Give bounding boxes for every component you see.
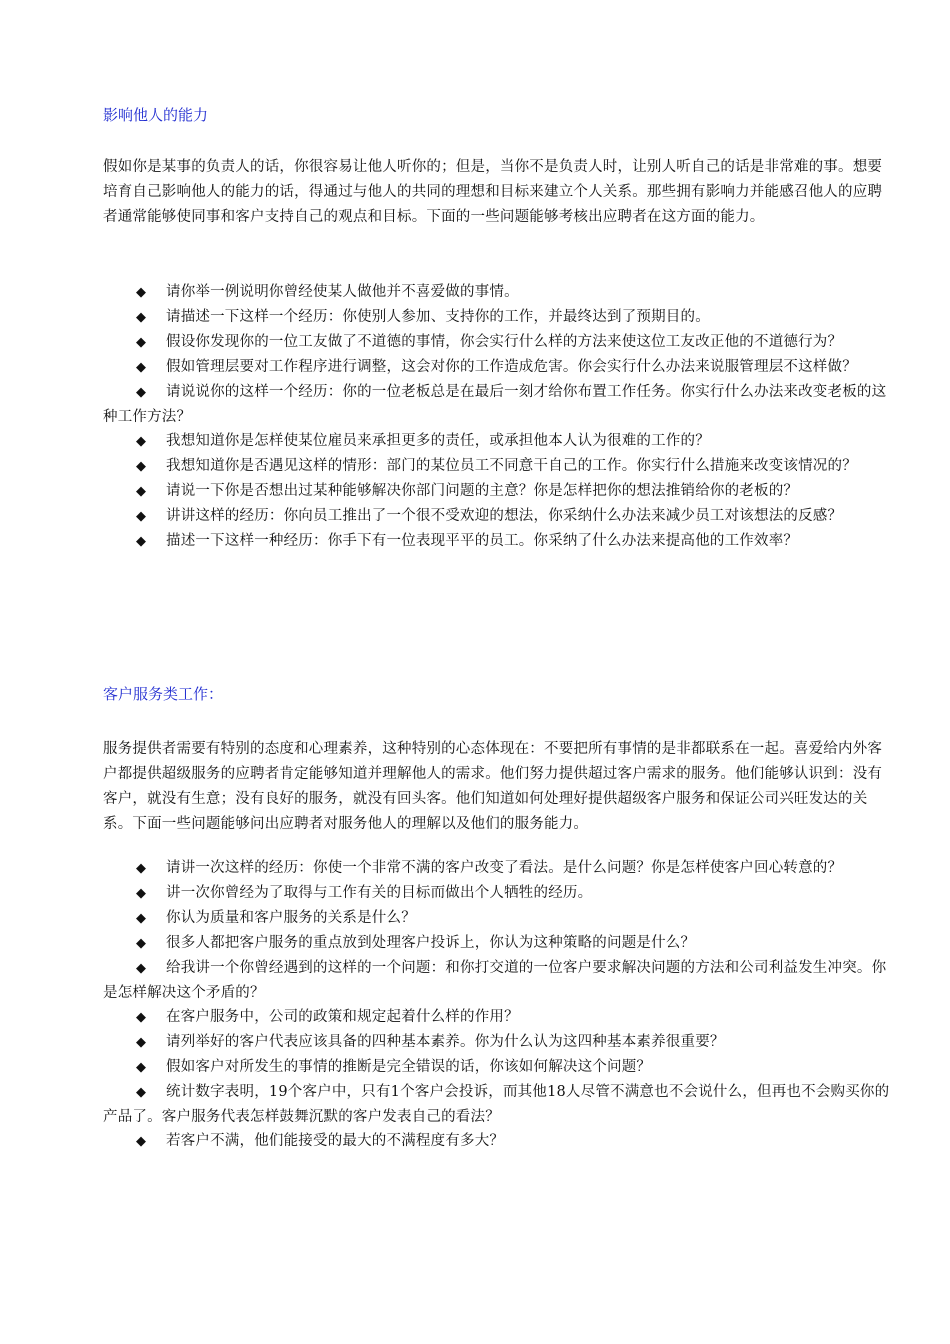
- question-list-customer-service: [103, 856, 893, 1154]
- intro-text: 假如你是某事的负责人的话，你很容易让他人听你的；但是，当你不是负责人时，让别人听自己的话是非常难的事。想要培育自己影响他人的能力的话，得通过与他人的共同的理想和目标来建立个人关系。那些拥有影响力并能感召他人的应聘者通常能够使同事和客户支持自己的观点和目标。下面的一些问题能够考核出应聘者在这方面的能力。: [103, 159, 883, 225]
- diamond-bullet-icon: ◆: [136, 484, 147, 499]
- question-text: 在客户服务中，公司的政策和规定起着什么样的作用？: [166, 1009, 519, 1025]
- question-text: 请讲一次这样的经历：你使一个非常不满的客户改变了看法。是什么问题？你是怎样使客户回心转意的？: [166, 860, 843, 876]
- diamond-bullet-icon: ◆: [136, 861, 147, 876]
- question-text: 很多人都把客户服务的重点放到处理客户投诉上，你认为这种策略的问题是什么？: [166, 935, 696, 951]
- question-text: 假如管理层要对工作程序进行调整，这会对你的工作造成危害。你会实行什么办法来说服管理层不这样做？: [166, 359, 857, 375]
- question-text: 我想知道你是否遇见这样的情形：部门的某位员工不同意干自己的工作。你实行什么措施来改变该情况的？: [166, 458, 857, 474]
- question-item: [103, 931, 893, 956]
- question-item: [103, 1080, 893, 1129]
- question-text: 讲一次你曾经为了取得与工作有关的目标而做出个人牺牲的经历。: [166, 885, 593, 901]
- diamond-bullet-icon: ◆: [136, 1134, 147, 1149]
- diamond-bullet-icon: ◆: [136, 509, 147, 524]
- diamond-bullet-icon: ◆: [136, 310, 147, 325]
- section-title-customer-service: 客户服务类工作：: [103, 685, 224, 703]
- diamond-bullet-icon: ◆: [136, 360, 147, 375]
- question-list-influence: [103, 280, 893, 554]
- diamond-bullet-icon: ◆: [136, 961, 147, 976]
- question-item: [103, 529, 893, 554]
- question-text: 请说说你的这样一个经历：你的一位老板总是在最后一刻才给你布置工作任务。你实行什么办法来改变老板的这种工作方法？: [103, 384, 887, 425]
- question-text: 描述一下这样一种经历：你手下有一位表现平平的员工。你采纳了什么办法来提高他的工作效率？: [166, 533, 799, 549]
- question-item: [103, 906, 893, 931]
- question-item: [103, 330, 893, 355]
- question-item: [103, 881, 893, 906]
- diamond-bullet-icon: ◆: [136, 459, 147, 474]
- question-text: 请描述一下这样一个经历：你使别人参加、支持你的工作，并最终达到了预期目的。: [166, 309, 710, 325]
- diamond-bullet-icon: ◆: [136, 936, 147, 951]
- diamond-bullet-icon: ◆: [136, 385, 147, 400]
- intro-text: 服务提供者需要有特别的态度和心理素养，这种特别的心态体现在：不要把所有事情的是非都联系在一起。喜爱给内外客户都提供超级服务的应聘者肯定能够知道并理解他人的需求。他们努力提供超过客户需求的服务。他们能够认识到：没有客户，就没有生意；没有良好的服务，就没有回头客。他们知道如何处理好提供超级客户服务和保证公司兴旺发达的关系。下面一些问题能够问出应聘者对服务他人的理解以及他们的服务能力。: [103, 741, 883, 832]
- diamond-bullet-icon: ◆: [136, 534, 147, 549]
- question-text: 给我讲一个你曾经遇到的这样的一个问题：和你打交道的一位客户要求解决问题的方法和公司利益发生冲突。你是怎样解决这个矛盾的？: [103, 960, 887, 1001]
- question-text: 你认为质量和客户服务的关系是什么？: [166, 910, 416, 926]
- section-intro-influence: [103, 155, 893, 230]
- question-item: [103, 429, 893, 454]
- question-item: [103, 956, 893, 1005]
- question-item: [103, 380, 893, 429]
- question-text: 我想知道你是怎样使某位雇员来承担更多的责任，或承担他本人认为很难的工作的？: [166, 433, 710, 449]
- section-title-influence: 影响他人的能力: [103, 106, 209, 124]
- diamond-bullet-icon: ◆: [136, 1060, 147, 1075]
- question-item: [103, 355, 893, 380]
- question-text: 请你举一例说明你曾经使某人做他并不喜爱做的事情。: [166, 284, 519, 300]
- diamond-bullet-icon: ◆: [136, 1085, 147, 1100]
- diamond-bullet-icon: ◆: [136, 886, 147, 901]
- question-text: 假设你发现你的一位工友做了不道德的事情，你会实行什么样的方法来使这位工友改正他的不道德行为？: [166, 334, 843, 350]
- question-item: [103, 1055, 893, 1080]
- question-item: [103, 280, 893, 305]
- diamond-bullet-icon: ◆: [136, 434, 147, 449]
- question-text: 若客户不满，他们能接受的最大的不满程度有多大？: [166, 1133, 505, 1149]
- diamond-bullet-icon: ◆: [136, 911, 147, 926]
- question-item: [103, 454, 893, 479]
- question-text: 请列举好的客户代表应该具备的四种基本素养。你为什么认为这四种基本素养很重要？: [166, 1034, 725, 1050]
- question-item: [103, 504, 893, 529]
- diamond-bullet-icon: ◆: [136, 335, 147, 350]
- question-item: [103, 1005, 893, 1030]
- diamond-bullet-icon: ◆: [136, 1035, 147, 1050]
- question-item: [103, 1129, 893, 1154]
- question-item: [103, 305, 893, 330]
- diamond-bullet-icon: ◆: [136, 1010, 147, 1025]
- question-item: [103, 856, 893, 881]
- question-item: [103, 479, 893, 504]
- question-text: 统计数字表明，19个客户中，只有1个客户会投诉，而其他18人尽管不满意也不会说什么，但再也不会购买你的产品了。客户服务代表怎样鼓舞沉默的客户发表自己的看法？: [103, 1084, 890, 1125]
- question-text: 请说一下你是否想出过某种能够解决你部门问题的主意？你是怎样把你的想法推销给你的老板的？: [166, 483, 799, 499]
- question-text: 假如客户对所发生的事情的推断是完全错误的话，你该如何解决这个问题？: [166, 1059, 652, 1075]
- diamond-bullet-icon: ◆: [136, 285, 147, 300]
- question-item: [103, 1030, 893, 1055]
- question-text: 讲讲这样的经历：你向员工推出了一个很不受欢迎的想法，你采纳什么办法来减少员工对该想法的反感？: [166, 508, 843, 524]
- section-intro-customer-service: [103, 737, 893, 837]
